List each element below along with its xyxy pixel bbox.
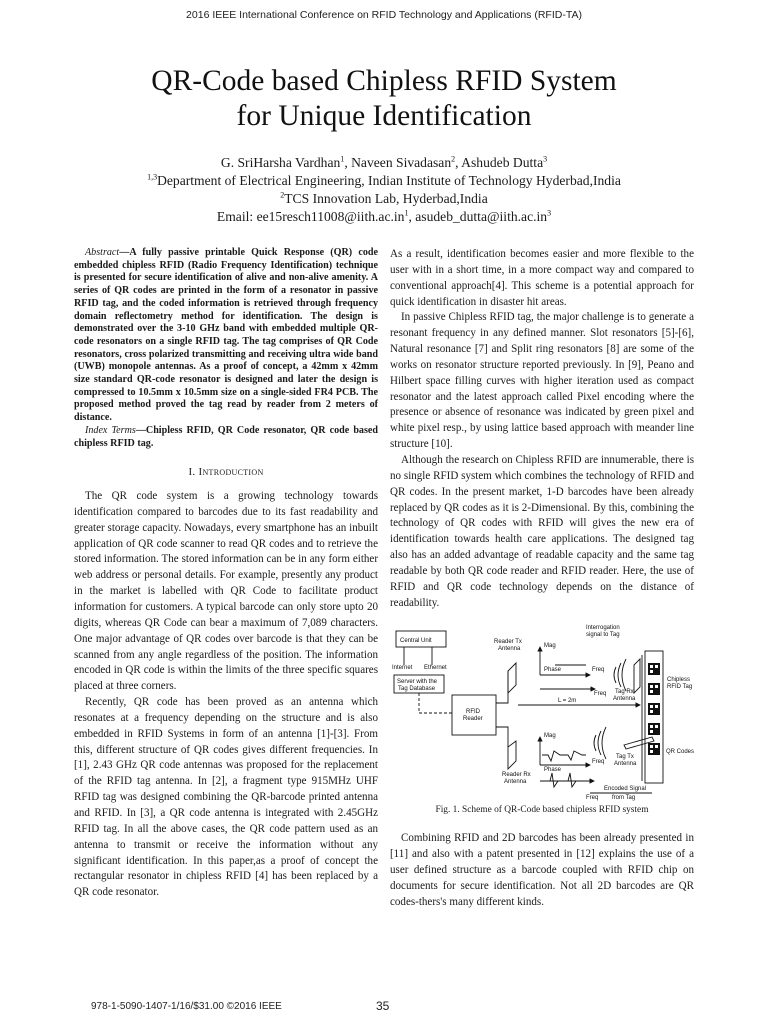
- email-2[interactable]: , asudeb_dutta@iith.ac.in: [408, 209, 548, 224]
- page-number: 35: [376, 999, 390, 1013]
- figure-1-caption: Fig. 1. Scheme of QR-Code based chipless RFID system: [435, 805, 649, 816]
- bottom-phase-trace: [542, 773, 586, 787]
- index-terms-text: —Chipless RFID, QR Code resonator, QR code based chipless RFID tag.: [74, 424, 378, 449]
- right-paragraph-1: As a result, identification becomes easier and more flexible to the user with in a short time, in a more compact way and compared to conventional approach[4]. This scheme is a potential approach for quick identification in disaster hit areas.: [390, 248, 694, 308]
- label-reader-tx-2: Antenna: [498, 646, 521, 653]
- label-chipless-1: Chipless: [667, 677, 691, 684]
- paper-title: [0, 64, 768, 134]
- author-names: [0, 154, 768, 172]
- label-qr-codes: QR Codes: [666, 749, 694, 756]
- label-encoded-1: Encoded Signal: [604, 786, 647, 793]
- reader-rx-feed: [496, 727, 508, 747]
- label-server-1: Server with the: [397, 679, 438, 686]
- affiliation-1: [0, 172, 768, 190]
- wave-2: [618, 663, 621, 687]
- affiliation-1-sup: 1,3: [147, 172, 158, 182]
- section-heading-introduction: [74, 465, 378, 481]
- reader-tx-antenna: [508, 663, 516, 693]
- label-freq-top-1: Freq: [592, 667, 605, 674]
- label-rfid-1: RFID: [466, 709, 480, 716]
- author-2-sup: 2: [451, 154, 456, 164]
- intro-paragraph-1: The QR code system is a growing technology towards identification compared to barcodes due to its fast readability and greater storage capacity. Nowadays, every smartphone has an inbuilt application of QR code scanner to read QR codes and to retrieve the stored information. The stored information can be in any form either web address or personal details. For example, presently any product in the market is labelled with QR Code to facilitate product information for customers. A typical barcode can only store upto 20 digits, whereas QR Code can bear a maximum of 7,089 characters. One major advantage of QR codes over barcode is that they can be scanned from any angle regardless of the position. The information encoded in QR code is within the limits of the three specific squares placed at three corners.: [74, 490, 378, 693]
- email-line: [0, 208, 768, 226]
- label-reader-rx-2: Antenna: [504, 779, 527, 786]
- right-paragraph-4: Combining RFID and 2D barcodes has been already presented in [11] and also with a patent presented in [12] explains the use of a user defined structure as a barcode coupled with RFID chip on documents for secure identification. Not all 2D barcodes are QR codes-thers's many different kinds.: [390, 832, 694, 908]
- label-interrogation-1: Interrogation: [586, 625, 620, 632]
- label-freq-bottom-1: Freq: [592, 759, 605, 766]
- right-paragraph-2: In passive Chipless RFID tag, the major challenge is to generate a resonant frequency in any defined manner. Slot resonators [5]-[6], Natural resonance [7] and Split ring resonators [8] are some of the works on resonator structure reported previously. In [9], Peano and Hilbert space filling curves with higher iteration used as compact resonator and the latest approach called Pixel encoding where the presence or absence of resonance was indicated by green pixel and white pixel resp., by using lattice based approach with meander line structure [10].: [390, 311, 694, 451]
- label-chipless-2: RFID Tag: [667, 684, 693, 691]
- email-1-sup: 1: [404, 208, 409, 218]
- label-freq-top-2: Freq: [594, 691, 607, 698]
- label-phase-bottom: Phase: [544, 767, 562, 774]
- label-distance: L = 2m: [558, 698, 577, 705]
- affiliation-2-text: TCS Innovation Lab, Hyderbad,India: [284, 191, 488, 206]
- reader-tx-feed: [496, 671, 508, 703]
- label-mag-bottom: Mag: [544, 733, 556, 740]
- author-2: , Naveen Sivadasan: [344, 155, 452, 170]
- label-tag-rx-1: Tag Rx: [615, 689, 634, 696]
- label-phase-top: Phase: [544, 667, 562, 674]
- affiliation-2-sup: 2: [280, 190, 285, 200]
- rfid-reader-box: [452, 695, 496, 735]
- right-paragraph-3: Although the research on Chipless RFID are innumerable, there is no single RFID system which combines the technology of RFID and QR codes. In the present market, 1-D barcodes have been already replaced by QR codes as it is 2-Dimensional. By this, combining the technology of QR codes with RFID will gives the new era of identification towards health care applications. The designed tag also has an added advantage of readable capacity and the same tag readable by both QR code reader and RFID reader. Here, the use of RFID and QR code technology depends on the distance of readability.: [390, 453, 694, 609]
- author-1: G. SriHarsha Vardhan: [220, 155, 341, 170]
- index-terms: [74, 425, 378, 450]
- author-1-sup: 1: [340, 154, 345, 164]
- label-rfid-2: Reader: [463, 716, 483, 723]
- figure-1: [390, 623, 694, 801]
- author-block: [0, 154, 768, 226]
- label-central-unit: Central Unit: [400, 638, 432, 645]
- wave-1: [614, 667, 616, 683]
- section-title: Introduction: [198, 466, 264, 479]
- dashed-link: [419, 693, 452, 713]
- abstract: [74, 247, 378, 425]
- system-scheme-diagram: [390, 623, 694, 801]
- wave-3: [622, 659, 626, 691]
- label-tag-tx-1: Tag Tx: [616, 754, 634, 761]
- index-terms-label: Index Terms: [85, 424, 136, 436]
- affiliation-2: [0, 190, 768, 208]
- right-column: [390, 247, 694, 910]
- author-3: , Ashudeb Dutta: [455, 155, 544, 170]
- label-reader-tx-1: Reader Tx: [494, 639, 522, 646]
- title-line-1: QR-Code based Chipless RFID System: [151, 65, 617, 97]
- footer-isbn: 978-1-5090-1407-1/16/$31.00 ©2016 IEEE: [91, 1001, 282, 1012]
- email-1[interactable]: ee15resch11008@iith.ac.in: [256, 209, 405, 224]
- reader-rx-antenna: [508, 741, 516, 769]
- label-server-2: Tag Database: [398, 686, 436, 693]
- conference-header: 2016 IEEE International Conference on RFID Technology and Applications (RFID-TA): [186, 9, 582, 21]
- author-3-sup: 3: [543, 154, 548, 164]
- label-tag-rx-2: Antenna: [613, 696, 636, 703]
- email-label: Email:: [216, 209, 257, 224]
- wave-5: [598, 731, 601, 755]
- label-reader-rx-1: Reader Rx: [502, 772, 531, 779]
- title-line-2: for Unique Identification: [236, 100, 532, 132]
- label-freq-bottom-2: Freq: [586, 795, 599, 802]
- wave-6: [602, 727, 606, 759]
- tag-rx-antenna: [634, 659, 640, 693]
- intro-paragraph-2: Recently, QR code has been proved as an antenna which resonates at a frequency depending on the structure and is also embedded in RFID Systems in form of an antenna [1]-[3]. From this, different structure of QR codes gives different frequencies. In [1], 2.43 GHz QR code antennas was proposed for the replacement of the RFID tag antenna. In [2], a fragment type 915MHz UHF RFID tag was designed combining the QR-barcode printed antenna and RFID. In [3], a QR code antenna is integrated with 2.45GHz RFID tag. In all the above cases, the QR code pattern used as an antenna to transmit or receive the information without any significant identification. In this paper,as a proof of concept the rectangular resonator in chipless RFID [4] has been replaced by a QR code resonator.: [74, 696, 378, 899]
- label-interrogation-2: signal to Tag: [586, 632, 620, 639]
- label-internet: Internet: [392, 665, 413, 672]
- wave-4: [594, 735, 596, 751]
- label-encoded-2: from Tag: [612, 795, 636, 802]
- bottom-mag-trace: [542, 751, 586, 761]
- section-numeral: I.: [188, 466, 199, 479]
- email-2-sup: 3: [547, 208, 552, 218]
- label-tag-tx-2: Antenna: [614, 761, 637, 768]
- label-ethernet: Ethernet: [424, 665, 447, 672]
- left-column: [74, 247, 378, 901]
- label-mag-top: Mag: [544, 643, 556, 650]
- abstract-label: Abstract: [85, 247, 120, 258]
- affiliation-1-text: Department of Electrical Engineering, Indian Institute of Technology Hyderbad,India: [157, 173, 621, 188]
- abstract-text: —A fully passive printable Quick Response (QR) code embedded chipless RFID (Radio Frequency Identification) technique is presented for secure identification of alive and non-alive amenity. A series of QR codes are printed in the form of a resonator in passive RFID tag, and the coded information is retrieved through frequency domain reflectometry method for identification. The design is demonstrated over the 3-10 GHz band with embedded multiple QR-code resonators on a single RFID tag. The tag comprises of QR Code resonators, cross polarized transmitting and receiving ultra wide band (UWB) monopole antennas. As a proof of concept, a 42mm x 42mm size standard QR-code resonator is designed and later the design is compressed to 10.5mm x 10.5mm size on a single-sided FR4 PCB. The proposed method proved the tag read by reader from 2 meters of distance.: [74, 247, 378, 424]
